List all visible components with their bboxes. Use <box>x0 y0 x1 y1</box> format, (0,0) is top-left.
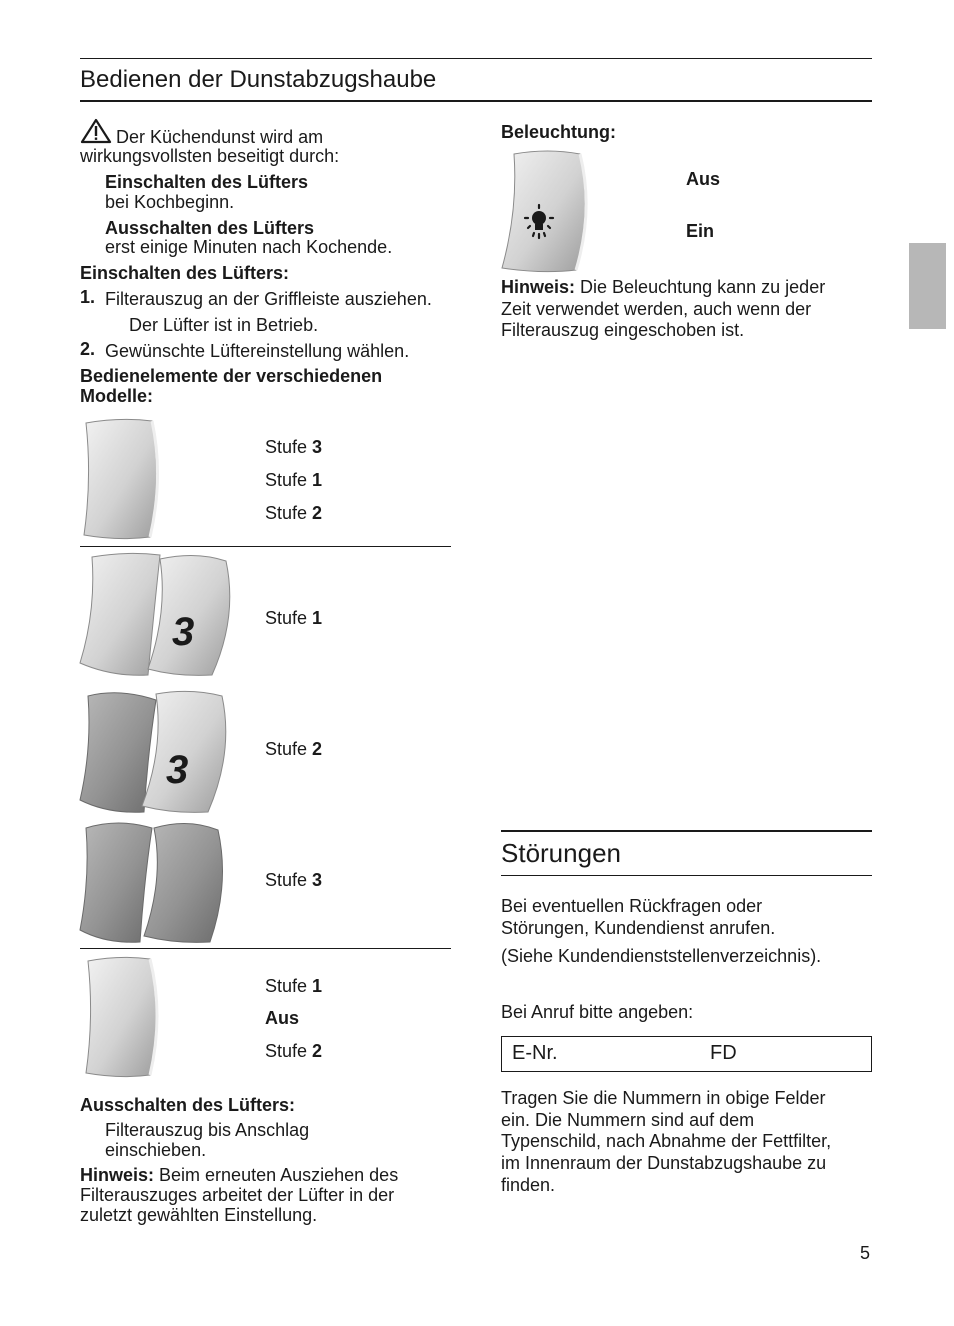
switch-on-heading: Einschalten des Lüfters: <box>80 263 290 283</box>
left-note-line-2: Filterauszuges arbeitet der Lüfter in der <box>80 1185 395 1205</box>
light-heading: Beleuchtung: <box>501 122 616 142</box>
faults-p3-line-1: Tragen Sie die Nummern in obige Felder <box>501 1088 826 1108</box>
models-heading-line-2: Modelle: <box>80 386 154 406</box>
call-info: Bei Anruf bitte angeben: <box>501 1002 694 1022</box>
light-bulb-icon <box>519 203 559 248</box>
tip2-title: Ausschalten des Lüfters <box>105 218 315 238</box>
switch-off-line-1: Filterauszug bis Anschlag <box>105 1120 310 1140</box>
step-1-text: Filterauszug an der Griffleiste ausziehen. <box>105 289 432 309</box>
field-enr-label: E-Nr. <box>512 1042 558 1064</box>
intro-line-2: wirkungsvollsten beseitigt durch: <box>80 146 340 166</box>
faults-p3-line-3: Typenschild, nach Abnahme der Fettfilter, <box>501 1131 832 1151</box>
left-note-line-1: Hinweis: Beim erneuten Ausziehen des <box>80 1165 399 1185</box>
switch-off-heading: Ausschalten des Lüfters: <box>80 1095 296 1115</box>
step-1-subtext: Der Lüfter ist in Betrieb. <box>129 315 319 335</box>
left-note-line-3: zuletzt gewählten Einstellung. <box>80 1205 318 1225</box>
tip2-text: erst einige Minuten nach Kochende. <box>105 237 393 257</box>
page-heading: Bedienen der Dunstabzugshaube <box>80 66 437 93</box>
button-digit-3-b: 3 <box>166 748 189 792</box>
g3-stufe-2: Stufe 2 <box>265 1041 323 1061</box>
g2-stufe-3: Stufe 3 <box>265 870 323 890</box>
faults-p3-line-4: im Innenraum der Dunstabzugshaube zu <box>501 1153 827 1173</box>
g3-aus: Aus <box>265 1008 300 1028</box>
button-digit-3-a: 3 <box>172 610 195 654</box>
intro-line-1: Der Küchendunst wird am <box>116 127 324 147</box>
right-note-label: Hinweis: <box>501 277 576 297</box>
faults-top-rule <box>501 830 872 832</box>
g3-stufe-1: Stufe 1 <box>265 976 323 996</box>
g1-stufe-b: Stufe 1 <box>265 470 323 490</box>
heading-rule <box>80 100 872 102</box>
page-number: 5 <box>860 1243 871 1263</box>
field-fd-label: FD <box>710 1042 737 1064</box>
rocker-switch-three-position <box>80 955 164 1084</box>
g2-stufe-1: Stufe 1 <box>265 608 323 628</box>
tip1-title: Einschalten des Lüfters <box>105 172 309 192</box>
switch-off-line-2: einschieben. <box>105 1140 207 1160</box>
faults-p2: (Siehe Kundendienststellenverzeichnis). <box>501 946 822 966</box>
step-2-text: Gewünschte Lüftereinstellung wählen. <box>105 341 410 361</box>
rocker-switch-single <box>80 417 164 546</box>
right-note-line-3: Filterauszug eingeschoben ist. <box>501 320 745 340</box>
faults-p1-line-2: Störungen, Kundendienst anrufen. <box>501 918 776 938</box>
faults-heading: Störungen <box>501 838 621 868</box>
light-off-label: Aus <box>686 169 721 189</box>
g2-stufe-2: Stufe 2 <box>265 739 323 759</box>
right-note-line-1: Hinweis: Die Beleuchtung kann zu jeder <box>501 277 826 297</box>
faults-bottom-rule <box>501 875 872 876</box>
models-heading-line-1: Bedienelemente der verschiedenen <box>80 366 383 386</box>
tip1-text: bei Kochbeginn. <box>105 192 235 212</box>
group-divider-2 <box>80 948 451 949</box>
double-rocker-1 <box>78 551 238 684</box>
group-divider-1 <box>80 546 451 547</box>
double-rocker-2 <box>78 688 238 821</box>
section-tab <box>909 243 946 329</box>
faults-p1-line-1: Bei eventuellen Rückfragen oder <box>501 896 763 916</box>
g1-stufe-a: Stufe 3 <box>265 437 323 457</box>
faults-p3-line-2: ein. Die Nummern sind auf dem <box>501 1110 755 1130</box>
faults-p3-line-5: finden. <box>501 1175 556 1195</box>
double-rocker-3 <box>78 818 238 951</box>
step-2-number: 2. <box>80 339 96 359</box>
right-note-line-2: Zeit verwendet werden, auch wenn der <box>501 299 812 319</box>
g1-stufe-c: Stufe 2 <box>265 503 323 523</box>
step-1-number: 1. <box>80 287 96 307</box>
warning-triangle-icon <box>80 118 112 149</box>
light-on-label: Ein <box>686 221 715 241</box>
left-note-label: Hinweis: <box>80 1165 155 1185</box>
top-rule <box>80 58 872 59</box>
